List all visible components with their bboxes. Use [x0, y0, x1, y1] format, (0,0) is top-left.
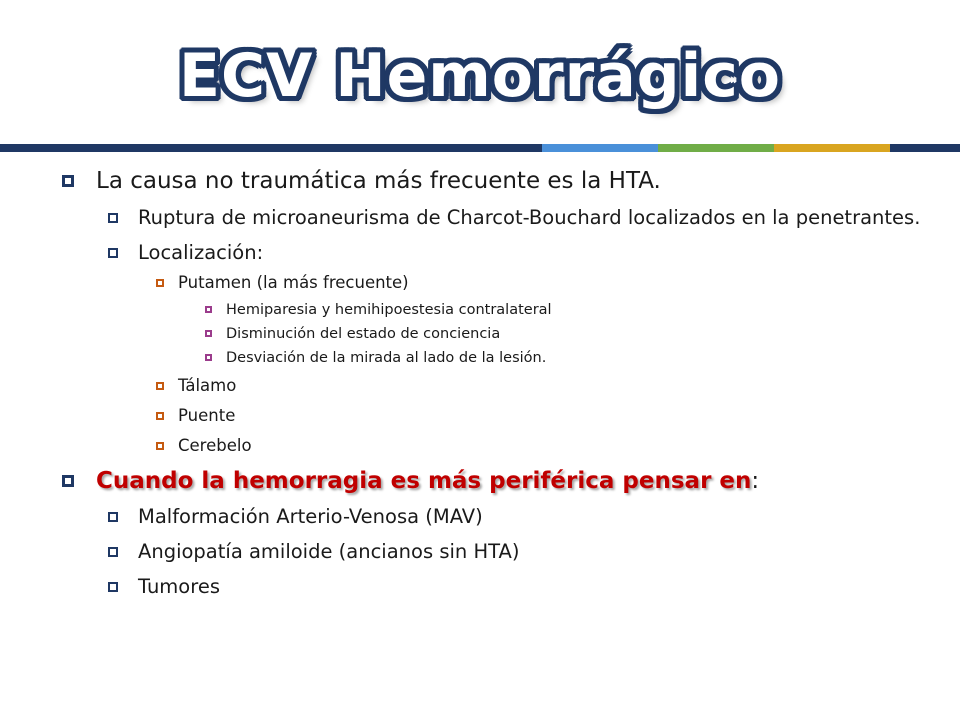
bullet-item — [60, 436, 940, 456]
bullet-text: La causa no traumática más frecuente es la HTA. — [96, 168, 661, 194]
band-segment-green — [658, 144, 774, 152]
bullet-text: Tálamo — [178, 376, 237, 395]
bullet-text: Localización: — [138, 241, 264, 264]
square-bullet-icon — [156, 412, 164, 420]
band-segment-blue — [542, 144, 658, 152]
square-bullet-icon — [156, 382, 164, 390]
bullet-text: Malformación Arterio-Venosa (MAV) — [138, 505, 483, 528]
highlight-suffix: : — [751, 468, 760, 494]
bullet-text: Desviación de la mirada al lado de la lesión. — [226, 350, 547, 366]
square-bullet-icon — [205, 306, 212, 313]
bullet-text: Hemiparesia y hemihipoestesia contralateral — [226, 302, 552, 318]
bullet-text: Tumores — [138, 575, 220, 598]
bullet-item — [60, 376, 940, 396]
bullet-text: Ruptura de microaneurisma de Charcot-Bouchard localizados en la penetrantes. — [138, 206, 921, 229]
square-bullet-icon — [205, 330, 212, 337]
accent-band — [0, 144, 960, 152]
bullet-item — [60, 575, 940, 598]
bullet-item — [60, 206, 940, 229]
band-segment-gold — [774, 144, 890, 152]
bullet-item — [60, 301, 940, 319]
bullet-item — [60, 540, 940, 563]
slide-title: ECV Hemorrágico — [179, 41, 781, 111]
square-bullet-icon — [108, 248, 118, 258]
square-bullet-icon — [108, 582, 118, 592]
bullet-text: Putamen (la más frecuente) — [178, 273, 409, 292]
bullet-text: Disminución del estado de conciencia — [226, 326, 501, 342]
square-bullet-icon — [108, 213, 118, 223]
bullet-item — [60, 273, 940, 293]
bullet-text: Puente — [178, 406, 236, 425]
bullet-item — [60, 349, 940, 367]
bullet-text: Cerebelo — [178, 436, 252, 455]
bullet-item — [60, 166, 940, 196]
highlight-text: Cuando la hemorragia es más periférica pensar en — [96, 468, 752, 494]
square-bullet-icon — [205, 354, 212, 361]
square-bullet-icon — [156, 279, 164, 287]
bullet-item — [60, 505, 940, 528]
slide-content — [60, 162, 940, 598]
square-bullet-icon — [108, 512, 118, 522]
bullet-item — [60, 406, 940, 426]
square-bullet-icon — [62, 475, 74, 487]
bullet-item-highlight — [60, 466, 940, 496]
bullet-item — [60, 241, 940, 264]
band-segment-navy — [0, 144, 542, 152]
bullet-item — [60, 325, 940, 343]
square-bullet-icon — [108, 547, 118, 557]
square-bullet-icon — [156, 442, 164, 450]
band-segment-navy-end — [890, 144, 960, 152]
square-bullet-icon — [62, 175, 74, 187]
bullet-text: Angiopatía amiloide (ancianos sin HTA) — [138, 540, 520, 563]
